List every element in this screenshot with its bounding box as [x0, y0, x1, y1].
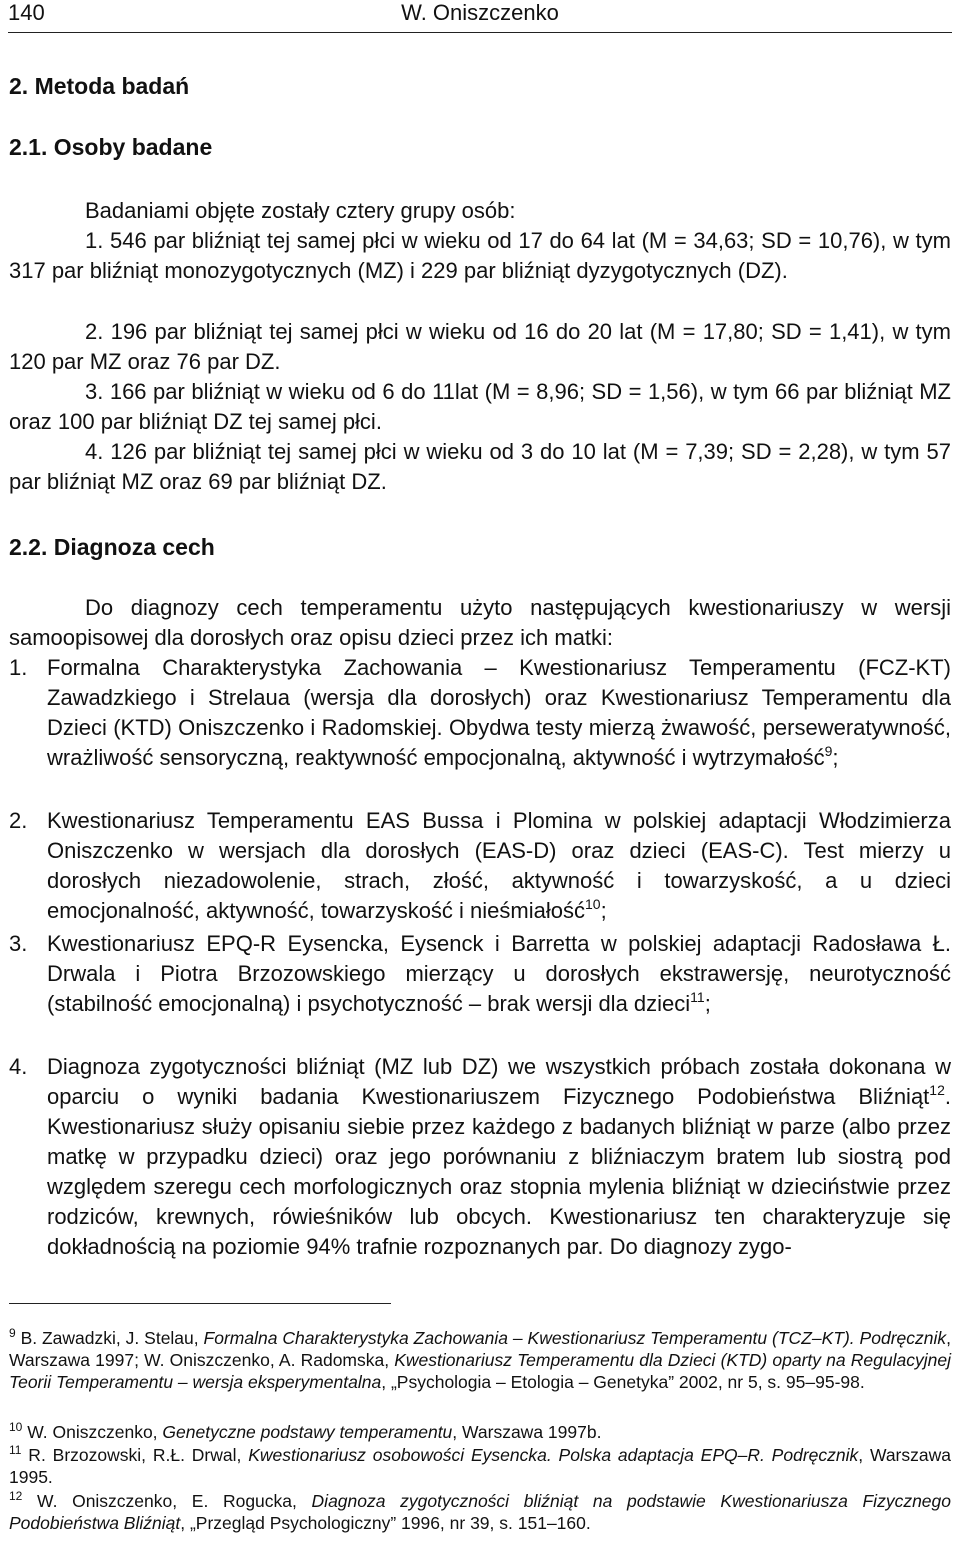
running-header [8, 0, 952, 33]
item-text: Kwestionariusz EPQ-R Eysencka, Eysenck i Barretta w polskiej adaptacji Radosława Ł. Drwala i Piotra Brzozowskiego mierzący u dorosłych ekstrawersję, neurotyczność (stabilność emocjonalną) i psychotyczność – brak wersji dla dzieci [47, 931, 951, 1016]
footnote-ref-10: 10 [584, 896, 601, 912]
questionnaire-item-3: 3. Kwestionariusz EPQ-R Eysencka, Eysenck i Barretta w polskiej adaptacji Radosława Ł. Drwala i Piotra Brzozowskiego mierzący u dorosłych ekstrawersję, neurotyczność (stabilność emocjonalną) i psychotyczność – brak wersji dla dzieci$^{11}$; [9, 931, 951, 1016]
footnote-separator [9, 1303, 391, 1304]
footnote-12: $^{12}$ W. Oniszczenko, E. Rogucka, Diagnoza zygotyczności bliźniąt na podstawie Kwestionariusza Fizycznego Podobieństwa Bliźniąt, „Przegląd Psychologiczny” 1996, nr 39, s. 151–160. [9, 1489, 951, 1533]
questionnaire-item-4 [9, 1052, 951, 1262]
item-text: Formalna Charakterystyka Zachowania – Kwestionariusz Temperamentu (FCZ-KT) Zawadzkiego i Strelaua (wersja dla dorosłych) oraz Kwestionariusz Temperamentu dla Dzieci (KTD) Oniszczenko i Radomskiej. Obydwa testy mierzą żwawość, perseweratywność, wrażliwość sensoryczną, reaktywność empocjonalną, aktywność i wytrzymałość [47, 655, 951, 770]
footnote-number: 9 [9, 1326, 16, 1340]
footnote-9: $^9$ B. Zawadzki, J. Stelau, Formalna Charakterystyka Zachowania – Kwestionariusz Temperamentu (TCZ–KT). Podręcznik, Warszawa 1997; W. Oniszczenko, A. Radomska, Kwestionariusz Temperamentu dla Dzieci (KTD) oparty na Regulacyjnej Teorii Temperamentu – wersja eksperymentalna, „Psychologia – Etologia – Genetyka” 2002, nr 5, s. 95–95-98. [9, 1326, 951, 1392]
footnote-ref-9: 9 [824, 743, 833, 759]
questionnaire-item-1: 1. Formalna Charakterystyka Zachowania – Kwestionariusz Temperamentu (FCZ-KT) Zawadzkiego i Strelaua (wersja dla dorosłych) oraz Kwestionariusz Temperamentu dla Dzieci (KTD) Oniszczenko i Radomskiej. Obydwa testy mierzą żwawość, perseweratywność, wrażliwość sensoryczną, reaktywność empocjonalną, aktywność i wytrzymałość$^9$; [9, 655, 951, 770]
footnote-10: $^{10}$ W. Oniszczenko, Genetyczne podstawy temperamentu, Warszawa 1997b. [9, 1420, 602, 1442]
running-head-author: W. Oniszczenko [401, 0, 559, 25]
footnote-number: 11 [9, 1443, 22, 1457]
page-number: 140 [8, 0, 45, 25]
footnote-11: $^{11}$ R. Brzozowski, R.Ł. Drwal, Kwestionariusz osobowości Eysencka. Polska adaptacja EPQ–R. Podręcznik, Warszawa 1995. [9, 1443, 951, 1487]
item-text: Diagnoza zygotyczności bliźniąt (MZ lub DZ) we wszystkich próbach została dokonana w oparciu o wyniki badania Kwestionariuszem Fizycznego Podobieństwa Bliźniąt [47, 1054, 951, 1109]
questionnaire-item-2: 2. Kwestionariusz Temperamentu EAS Bussa i Plomina w polskiej adaptacji Włodzimierza Oniszczenko w wersjach dla dorosłych (EAS-D) oraz dzieci (EAS-C). Test mierzy u dorosłych niezadowolenie, strach, złość, aktywność i towarzyskość, a u dzieci emocjonalność, aktywność, towarzyskość i nieśmiałość$^{10}$; [9, 808, 951, 923]
item-text: Kwestionariusz Temperamentu EAS Bussa i Plomina w polskiej adaptacji Włodzimierza Oniszczenko w wersjach dla dorosłych (EAS-D) oraz dzieci (EAS-C). Test mierzy u dorosłych niezadowolenie, strach, złość, aktywność i towarzyskość, a u dzieci emocjonalność, aktywność, towarzyskość i nieśmiałość [47, 808, 951, 923]
subsection-heading-subjects: 2.1. Osoby badane [9, 134, 213, 160]
subsection-heading-diagnosis: 2.2. Diagnoza cech [9, 534, 215, 560]
group-3: 3. 166 par bliźniąt w wieku od 6 do 11lat (M = 8,96; SD = 1,56), w tym 66 par bliźniąt MZ oraz 100 par bliźniąt DZ tej samej płci. [9, 379, 951, 434]
footnote-ref-12: 12 [929, 1082, 945, 1098]
item-number: 3. [9, 931, 28, 956]
item-text-continued: . Kwestionariusz służy opisaniu siebie przez każdego z badanych bliźniąt w parze (albo przez matkę w przypadku dzieci) oraz jego porównaniu z bliźniaczym bratem lub siostrą pod względem szeregu cech morfologicznych oraz stopnia mylenia bliźniąt w dzieciństwie przez rodziców, krewnych, rówieśników lub obcych. Kwestionariusz ten charakteryzuje się dokładnością na poziomie 94% trafnie rozpoznanych par. Do diagnozy zygo- [47, 1084, 951, 1259]
footnote-number: 10 [9, 1420, 23, 1434]
item-number: 1. [9, 655, 28, 680]
group-2: 2. 196 par bliźniąt tej samej płci w wieku od 16 do 20 lat (M = 17,80; SD = 1,41), w tym 120 par MZ oraz 76 par DZ. [9, 319, 951, 374]
group-1: 1. 546 par bliźniąt tej samej płci w wieku od 17 do 64 lat (M = 34,63; SD = 10,76), w tym 317 par bliźniąt monozygotycznych (MZ) i 229 par bliźniąt dyzygotycznych (DZ). [9, 228, 951, 283]
subjects-intro: Badaniami objęte zostały cztery grupy osób: [85, 198, 516, 223]
section-heading-method: 2. Metoda badań [9, 73, 190, 99]
footnote-ref-11: 11 [690, 989, 705, 1005]
item-number: 2. [9, 808, 28, 833]
item-number: 4. [9, 1054, 28, 1079]
footnote-number: 12 [9, 1489, 23, 1503]
group-4: 4. 126 par bliźniąt tej samej płci w wieku od 3 do 10 lat (M = 7,39; SD = 2,28), w tym 57 par bliźniąt MZ oraz 69 par bliźniąt DZ. [9, 439, 951, 494]
diagnosis-intro: Do diagnozy cech temperamentu użyto następujących kwestionariuszy w wersji samoopisowej dla dorosłych oraz opisu dzieci przez ich matki: [9, 595, 951, 650]
